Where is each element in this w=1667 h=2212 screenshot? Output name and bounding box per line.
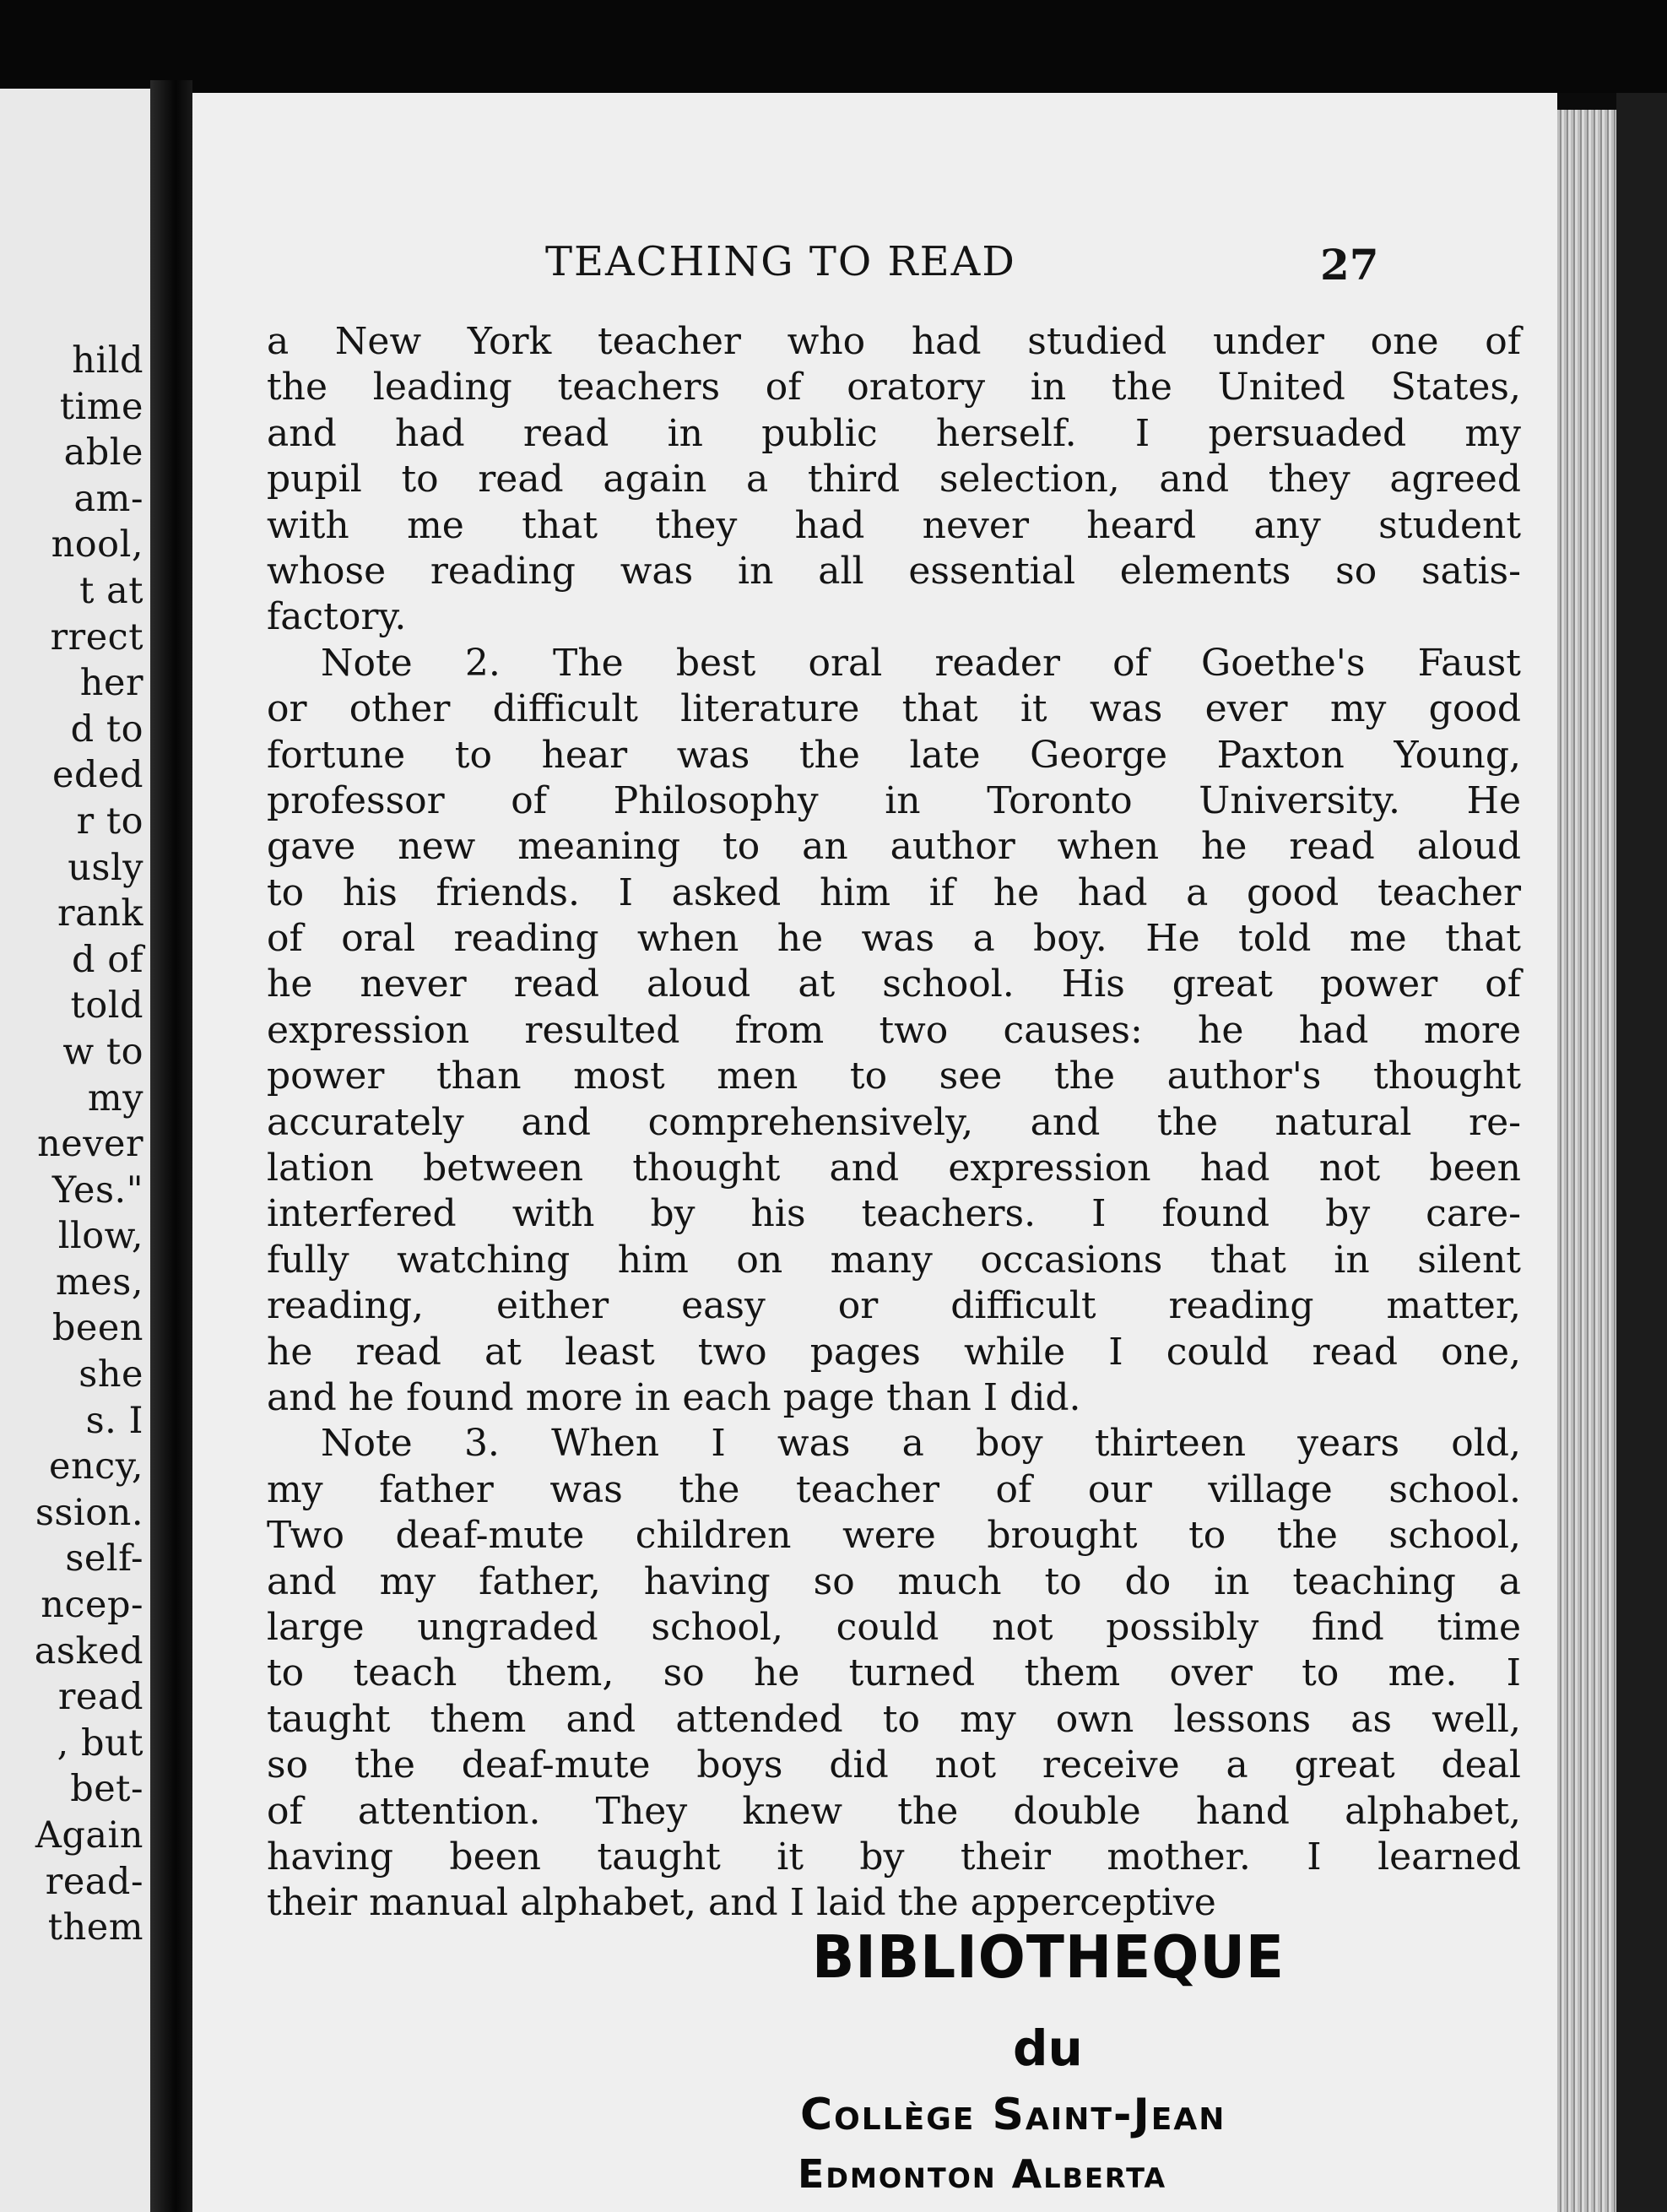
text-line: lation between thought and expression had not been bbox=[267, 1147, 1521, 1190]
text-line: to teach them, so he turned them over to me. I bbox=[267, 1651, 1521, 1695]
left-page-line: asked bbox=[34, 1629, 143, 1673]
library-stamp-title: BIBLIOTHEQUE bbox=[812, 1923, 1285, 1992]
text-line: reading, either easy or difficult reading matter, bbox=[267, 1284, 1521, 1328]
text-line: fully watching him on many occasions that in silent bbox=[267, 1238, 1521, 1282]
text-line: expression resulted from two causes: he had more bbox=[267, 1008, 1521, 1052]
top-background bbox=[0, 0, 1667, 93]
page-edges bbox=[1557, 110, 1616, 2212]
left-page-line: read bbox=[57, 1676, 143, 1719]
left-page bbox=[0, 89, 150, 2212]
body-text bbox=[267, 319, 1521, 1927]
text-line: with me that they had never heard any student bbox=[267, 503, 1521, 547]
text-line: having been taught it by their mother. I learned bbox=[267, 1835, 1521, 1879]
book-gutter bbox=[150, 80, 192, 2212]
text-line: professor of Philosophy in Toronto University. He bbox=[267, 778, 1521, 822]
left-page-line: w to bbox=[62, 1030, 143, 1073]
left-page-line: she bbox=[78, 1353, 143, 1396]
left-page-line: her bbox=[79, 662, 143, 705]
left-page-line: bet- bbox=[70, 1768, 143, 1811]
text-line: he never read aloud at school. His great power of bbox=[267, 962, 1521, 1006]
text-line: Two deaf-mute children were brought to the school, bbox=[267, 1514, 1521, 1558]
text-line: of attention. They knew the double hand alphabet, bbox=[267, 1789, 1521, 1833]
left-page-line: Again bbox=[35, 1814, 143, 1857]
left-page-line: them bbox=[47, 1906, 143, 1949]
text-line: pupil to read again a third selection, and they agreed bbox=[267, 458, 1521, 501]
left-page-line: r to bbox=[76, 800, 143, 843]
left-page-line: nool, bbox=[51, 523, 143, 567]
left-page-line: s. I bbox=[85, 1399, 143, 1442]
text-line: or other difficult literature that it was ever my good bbox=[267, 687, 1521, 731]
left-page-line: d of bbox=[72, 938, 143, 981]
left-page-line: , but bbox=[57, 1721, 143, 1765]
right-page bbox=[192, 93, 1557, 2212]
left-page-line: told bbox=[70, 984, 143, 1027]
text-line: power than most men to see the author's thought bbox=[267, 1054, 1521, 1098]
left-page-line: time bbox=[59, 385, 143, 428]
text-line: Note 2. The best oral reader of Goethe's Faust bbox=[321, 641, 1521, 685]
left-page-line: rrect bbox=[50, 615, 143, 659]
left-page-line: my bbox=[87, 1076, 143, 1120]
left-page-line: read- bbox=[45, 1860, 143, 1903]
text-line: and he found more in each page than I did. bbox=[267, 1375, 1081, 1419]
text-line: of oral reading when he was a boy. He told me that bbox=[267, 917, 1521, 961]
left-page-text bbox=[35, 338, 143, 1951]
text-line: accurately and comprehensively, and the natural re- bbox=[267, 1100, 1521, 1144]
text-line: my father was the teacher of our village school. bbox=[267, 1467, 1521, 1511]
running-head: TEACHING TO READ bbox=[545, 238, 1016, 285]
text-line: the leading teachers of oratory in the United States, bbox=[267, 366, 1521, 409]
outer-background bbox=[1616, 93, 1667, 2212]
text-line: interfered with by his teachers. I found by care- bbox=[267, 1192, 1521, 1236]
left-page-line: never bbox=[37, 1123, 143, 1166]
left-page-line: able bbox=[63, 431, 143, 474]
text-line: Note 3. When I was a boy thirteen years old, bbox=[321, 1422, 1521, 1466]
text-line: and had read in public herself. I persuaded my bbox=[267, 411, 1521, 455]
library-stamp-du: du bbox=[1013, 2020, 1083, 2077]
text-line: fortune to hear was the late George Paxton Young, bbox=[267, 733, 1521, 777]
left-page-line: llow, bbox=[57, 1215, 143, 1258]
text-line: so the deaf-mute boys did not receive a great deal bbox=[267, 1743, 1521, 1787]
left-page-line: been bbox=[51, 1307, 143, 1350]
left-page-line: ncep- bbox=[41, 1584, 143, 1627]
left-page-line: t at bbox=[79, 569, 143, 612]
left-page-line: Yes." bbox=[51, 1168, 143, 1212]
text-line: and my father, having so much to do in teaching a bbox=[267, 1559, 1521, 1603]
left-page-line: ssion. bbox=[35, 1491, 143, 1534]
left-page-line: eded bbox=[52, 754, 143, 797]
left-page-line: d to bbox=[70, 708, 143, 751]
left-page-line: usly bbox=[68, 846, 143, 889]
page-number: 27 bbox=[1320, 240, 1379, 290]
text-line: taught them and attended to my own lessons as well, bbox=[267, 1697, 1521, 1741]
text-line: to his friends. I asked him if he had a good teacher bbox=[267, 870, 1521, 914]
text-line: he read at least two pages while I could read one, bbox=[267, 1330, 1521, 1374]
left-page-line: hild bbox=[72, 339, 143, 382]
text-line: their manual alphabet, and I laid the apperceptive bbox=[267, 1881, 1216, 1925]
left-page-line: rank bbox=[57, 892, 143, 935]
left-page-line: self- bbox=[65, 1537, 143, 1580]
library-stamp-city: Edmonton Alberta bbox=[798, 2151, 1167, 2197]
left-page-line: ency, bbox=[49, 1445, 143, 1488]
text-line: gave new meaning to an author when he read aloud bbox=[267, 825, 1521, 869]
text-line: large ungraded school, could not possibly find time bbox=[267, 1605, 1521, 1649]
text-line: whose reading was in all essential elements so satis- bbox=[267, 549, 1521, 593]
left-page-line: am- bbox=[73, 477, 143, 520]
left-page-line: mes, bbox=[56, 1261, 143, 1304]
text-line: factory. bbox=[267, 595, 407, 639]
library-stamp-college: Collège Saint-Jean bbox=[800, 2090, 1226, 2140]
page-header bbox=[192, 238, 1557, 297]
text-line: a New York teacher who had studied under one of bbox=[267, 320, 1521, 363]
